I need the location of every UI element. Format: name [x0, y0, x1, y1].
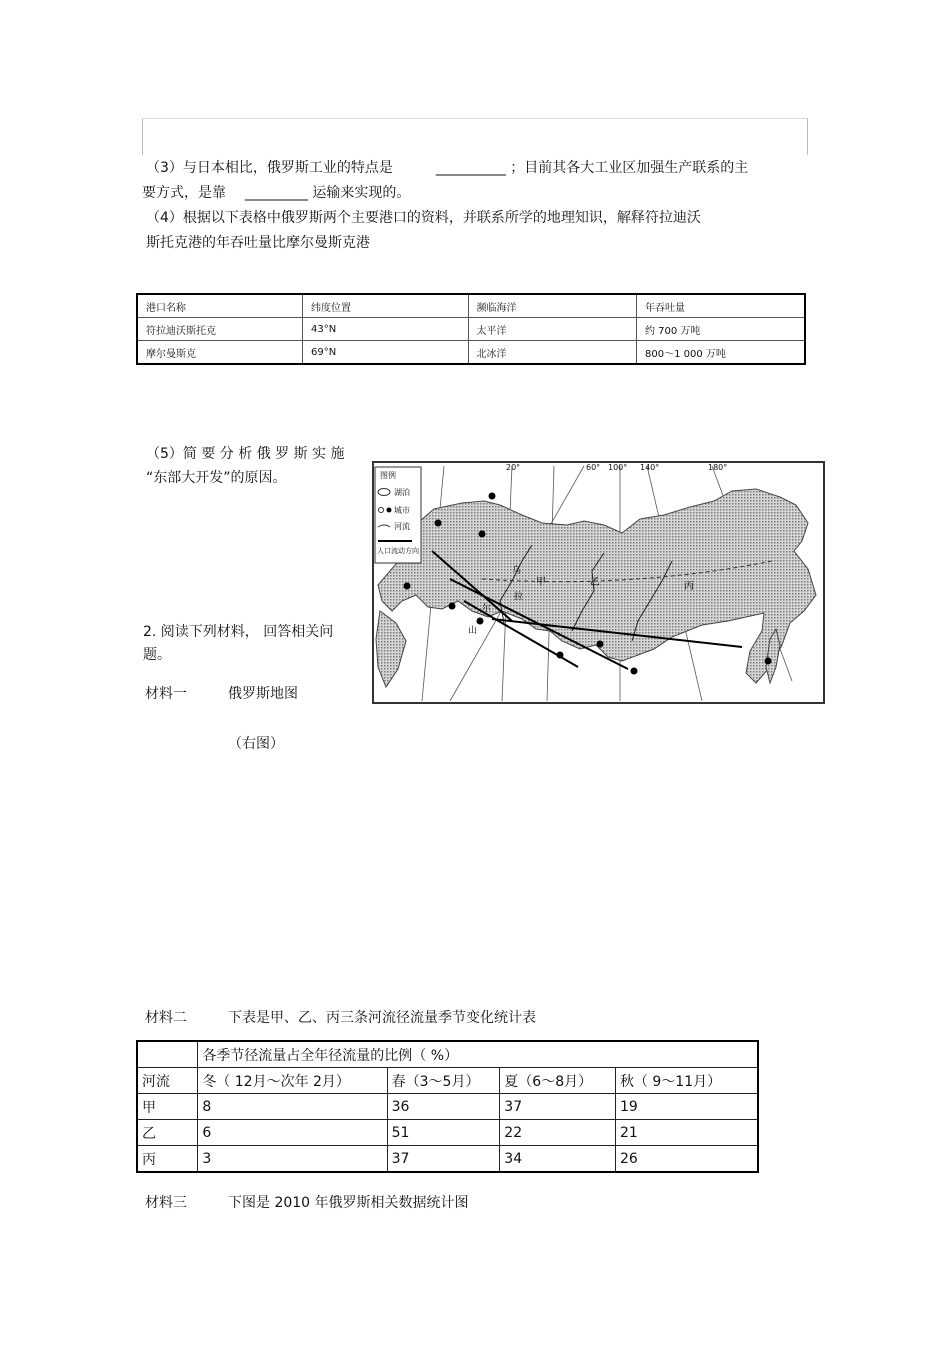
- runoff-table-caption: 各季节径流量占全年径流量的比例（ %）: [198, 1041, 758, 1068]
- legend-title: 图例: [380, 471, 396, 480]
- question-3-line-2: [142, 183, 410, 203]
- city-icon: [387, 508, 392, 513]
- runoff-table-header-cell: 冬（ 12月～次年 2月）: [198, 1068, 387, 1094]
- port-table-cell: 北冰洋: [468, 341, 636, 365]
- runoff-table-row: [137, 1094, 758, 1120]
- longitude-label: 20°: [506, 463, 521, 472]
- city-marker: [557, 652, 564, 659]
- legend-item-river: 河流: [394, 522, 410, 531]
- runoff-table-cell: 8: [198, 1094, 387, 1120]
- question-3-text-continued: ；目前其各大工业区加强生产联系的主: [510, 160, 749, 176]
- question-3-line-1: [146, 158, 748, 178]
- legend-item-city: 城市: [394, 506, 410, 515]
- city-marker: [449, 603, 456, 610]
- runoff-table-cell: 甲: [137, 1094, 198, 1120]
- runoff-table-cell: 19: [615, 1094, 758, 1120]
- question-5-line-1: （5）简 要 分 析 俄 罗 斯 实 施: [146, 446, 345, 462]
- ural-label-4: 山: [468, 626, 478, 636]
- longitude-label: 60°: [586, 463, 601, 472]
- runoff-table-cell: 51: [387, 1120, 500, 1146]
- river-label-yi: 乙: [590, 577, 600, 588]
- question-4-line-1: （4）根据以下表格中俄罗斯两个主要港口的资料，并联系所学的地理知识，解释符拉迪沃: [146, 210, 701, 226]
- question-3-text-end: 运输来实现的。: [312, 185, 411, 201]
- legend-item-lake: 湖泊: [394, 488, 410, 497]
- runoff-table-header-cell: 河流: [137, 1068, 198, 1094]
- question-3-text: 要方式，是靠: [142, 185, 226, 201]
- question-2-line-2: 题。: [143, 647, 171, 663]
- runoff-table-cell: 26: [615, 1146, 758, 1173]
- longitude-label: 140°: [640, 463, 660, 472]
- material-1-note: （右图）: [228, 736, 284, 752]
- runoff-table-cell: 37: [387, 1146, 500, 1173]
- port-table-header-row: [137, 294, 805, 318]
- russia-map: [372, 461, 825, 704]
- city-marker: [597, 641, 604, 648]
- river-label-bing: 丙: [684, 581, 694, 592]
- port-table-cell: 符拉迪沃斯托克: [137, 318, 302, 341]
- port-table-cell: 69°N: [302, 341, 468, 365]
- question-2-line-1: 2. 阅读下列材料， 回答相关问: [143, 624, 334, 640]
- city-marker: [489, 493, 496, 500]
- river-label-jia: 甲: [536, 577, 546, 588]
- runoff-table-cell: 36: [387, 1094, 500, 1120]
- question-5-line-2: “东部大开发”的原因。: [146, 470, 287, 486]
- question-3-text: （3）与日本相比，俄罗斯工业的特点是: [146, 160, 393, 176]
- runoff-table-corner: [137, 1041, 198, 1068]
- runoff-table: [136, 1040, 759, 1173]
- port-table-cell: 800～1 000 万吨: [636, 341, 805, 365]
- question-4-line-2: 斯托克港的年吞吐量比摩尔曼斯克港: [146, 235, 370, 251]
- runoff-table-header-cell: 秋（ 9～11月）: [615, 1068, 758, 1094]
- city-marker: [435, 520, 442, 527]
- runoff-table-cell: 丙: [137, 1146, 198, 1173]
- material-3-text: 下图是 2010 年俄罗斯相关数据统计图: [228, 1195, 469, 1211]
- port-table: [136, 293, 806, 365]
- runoff-table-cell: 乙: [137, 1120, 198, 1146]
- runoff-table-cell: 21: [615, 1120, 758, 1146]
- page-frame: [142, 118, 808, 155]
- port-table-header-cell: 港口名称: [137, 294, 302, 318]
- answer-blank-1[interactable]: __________: [435, 160, 506, 176]
- port-table-header-cell: 纬度位置: [302, 294, 468, 318]
- port-table-cell: 太平洋: [468, 318, 636, 341]
- port-table-header-cell: 年吞吐量: [636, 294, 805, 318]
- material-1-label: 材料一: [145, 686, 187, 702]
- longitude-label: 180°: [708, 463, 728, 472]
- runoff-table-header-row: [137, 1068, 758, 1094]
- port-table-cell: 摩尔曼斯克: [137, 341, 302, 365]
- city-marker: [404, 583, 411, 590]
- material-2-label: 材料二: [145, 1010, 187, 1026]
- material-3-label: 材料三: [145, 1195, 187, 1211]
- legend-item-flow: 人口流动方向: [377, 547, 419, 555]
- material-2-text: 下表是甲、乙、丙三条河流径流量季节变化统计表: [228, 1010, 536, 1026]
- runoff-table-cell: 22: [500, 1120, 616, 1146]
- port-table-row: [137, 341, 805, 365]
- runoff-table-row: [137, 1120, 758, 1146]
- runoff-table-header-cell: 春（3～5月）: [387, 1068, 500, 1094]
- runoff-table-row: [137, 1146, 758, 1173]
- runoff-table-cell: 6: [198, 1120, 387, 1146]
- port-table-row: [137, 318, 805, 341]
- ural-label-2: 拉: [514, 592, 524, 602]
- answer-blank-2[interactable]: _________: [244, 185, 308, 201]
- material-1-text: 俄罗斯地图: [228, 686, 298, 702]
- ural-label-1: 乌: [512, 566, 522, 576]
- city-marker: [765, 658, 772, 665]
- runoff-table-header-cell: 夏（6～8月）: [500, 1068, 616, 1094]
- runoff-table-cell: 3: [198, 1146, 387, 1173]
- longitude-label: 100°: [608, 463, 628, 472]
- city-marker: [479, 531, 486, 538]
- port-table-cell: 约 700 万吨: [636, 318, 805, 341]
- ural-label-3: 尔: [482, 604, 492, 614]
- runoff-table-cell: 37: [500, 1094, 616, 1120]
- port-table-cell: 43°N: [302, 318, 468, 341]
- city-marker: [477, 618, 484, 625]
- port-table-header-cell: 濒临海洋: [468, 294, 636, 318]
- city-marker: [631, 668, 638, 675]
- runoff-table-cell: 34: [500, 1146, 616, 1173]
